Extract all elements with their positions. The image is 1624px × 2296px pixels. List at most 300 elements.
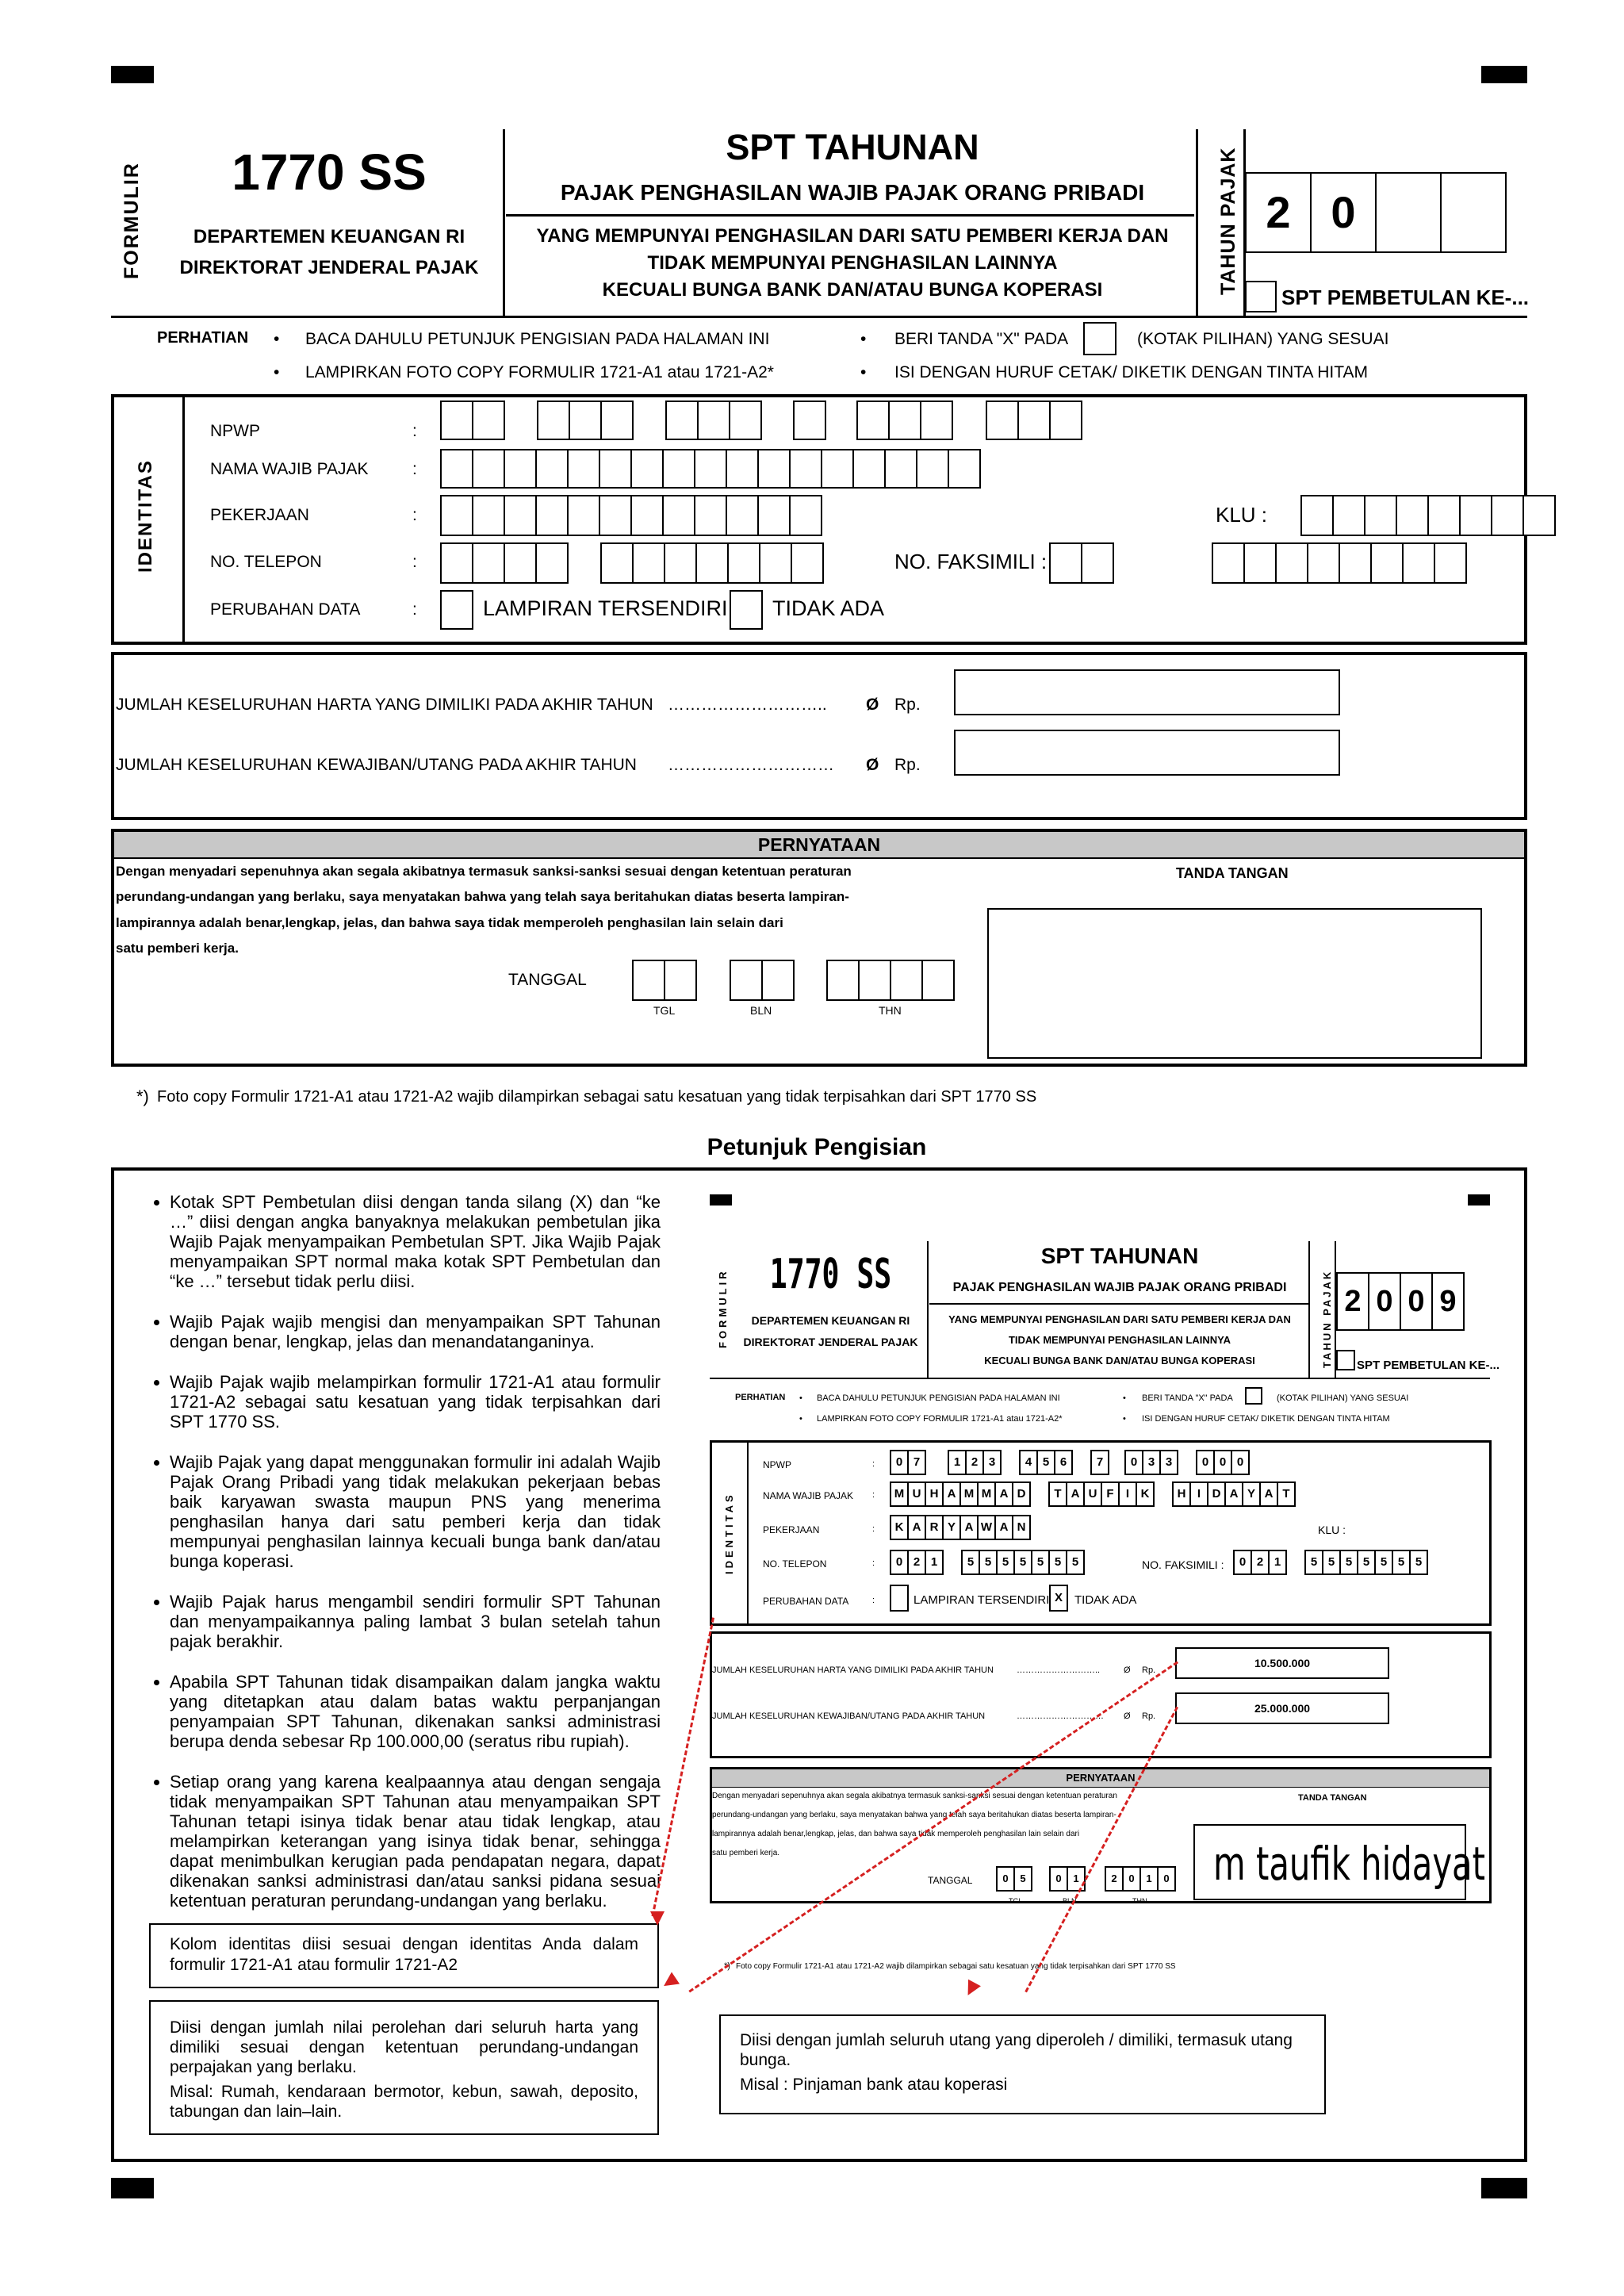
- npwp-char: 1: [948, 1450, 967, 1475]
- telepon-cell[interactable]: [791, 542, 824, 584]
- npwp-char: 3: [982, 1450, 1002, 1475]
- npwp-char: 7: [1090, 1450, 1109, 1475]
- thn-char: 0: [1122, 1866, 1141, 1892]
- faksimili-char: 1: [1268, 1550, 1287, 1575]
- utang-value: 25.000.000: [1175, 1692, 1389, 1724]
- nama-char: D: [1012, 1481, 1031, 1507]
- bln-char: 1: [1067, 1866, 1086, 1892]
- nama-cell[interactable]: [948, 449, 981, 489]
- nama-cell[interactable]: [440, 449, 473, 489]
- faksimili-char: 5: [1409, 1550, 1428, 1575]
- telepon-input[interactable]: [600, 542, 824, 584]
- divider: [929, 1303, 1308, 1305]
- year-digit: 0: [1400, 1272, 1433, 1331]
- nama-char: A: [994, 1481, 1013, 1507]
- rp-label: Rp.: [894, 756, 921, 774]
- instruction-item: • Apabila SPT Tahunan tidak disampaikan dalam jangka waktu yang ditetapkan atau dalam batas waktu perpanjangan penyampaian SPT Tahunan, dikenakan sanksi administrasi berupa denda sebesar Rp 100.000,00 (seratus ribu rupiah).: [170, 1672, 661, 1751]
- npwp-char: 5: [1036, 1450, 1055, 1475]
- tgl-caption: TGL: [1009, 1897, 1023, 1905]
- faksimili-cell[interactable]: [1434, 542, 1467, 584]
- harta-label: JUMLAH KESELURUHAN HARTA YANG DIMILIKI PADA AKHIR TAHUN: [116, 696, 653, 714]
- npwp-group: [1090, 1450, 1109, 1475]
- pernyataan-title: PERNYATAAN: [114, 832, 1524, 859]
- faksimili-cell[interactable]: [1402, 542, 1435, 584]
- perhatian-item: (KOTAK PILIHAN) YANG SESUAI: [1277, 1393, 1409, 1403]
- tax-year-boxes[interactable]: [1245, 172, 1507, 253]
- signature-box[interactable]: [987, 908, 1482, 1059]
- bln-caption: BLN: [750, 1004, 772, 1017]
- tahun-pajak-label: TAHUN PAJAK: [1217, 147, 1239, 295]
- npwp-char: 0: [1231, 1450, 1250, 1475]
- dots: ………………………..: [668, 696, 827, 714]
- pernyataan-text: Dengan menyadari sepenuhnya akan segala akibatnya termasuk sanksi-sanksi sesuai dengan ketentuan peraturan: [712, 1792, 1117, 1800]
- divider: [747, 1442, 749, 1624]
- perhatian-item: BACA DAHULU PETUNJUK PENGISIAN PADA HALAMAN INI: [817, 1393, 1060, 1403]
- nama-char: Y: [1242, 1481, 1261, 1507]
- thn-caption: THN: [879, 1004, 902, 1017]
- note-harta-box: [149, 2000, 659, 2135]
- faksimili-area-input[interactable]: [1049, 542, 1114, 584]
- colon: :: [872, 1558, 875, 1568]
- npwp-char: 3: [1159, 1450, 1178, 1475]
- divider: [710, 1378, 1490, 1379]
- nama-cell[interactable]: [757, 449, 791, 489]
- pekerjaan-char: N: [1012, 1515, 1031, 1540]
- form-title: SPT TAHUNAN: [1040, 1244, 1199, 1268]
- perhatian-item: (KOTAK PILIHAN) YANG SESUAI: [1137, 330, 1389, 348]
- npwp-label: NPWP: [210, 422, 260, 440]
- registration-mark: [1481, 2178, 1527, 2198]
- klu-label: KLU :: [1216, 503, 1268, 527]
- pekerjaan-label: PEKERJAAN: [763, 1524, 820, 1535]
- nama-label: NAMA WAJIB PAJAK: [210, 460, 369, 478]
- example-checkbox: [1245, 1387, 1262, 1405]
- npwp-char: 0: [890, 1450, 909, 1475]
- bullet: •: [799, 1393, 802, 1403]
- bullet: •: [274, 363, 280, 381]
- registration-mark: [111, 66, 154, 83]
- telepon-cell[interactable]: [664, 542, 697, 584]
- npwp-char: 0: [1213, 1450, 1232, 1475]
- nama-cell[interactable]: [884, 449, 917, 489]
- signature: m taufik hidayat: [1213, 1837, 1486, 1891]
- utang-input[interactable]: [954, 730, 1340, 776]
- tanggal-tgl-input[interactable]: [632, 960, 697, 1001]
- rp-label: Rp.: [1142, 1711, 1156, 1721]
- note-utang-misal: Misal : Pinjaman bank atau koperasi: [740, 2076, 1008, 2094]
- telepon-cell[interactable]: [759, 542, 792, 584]
- perubahan-data-label: PERUBAHAN DATA: [763, 1596, 849, 1607]
- faksimili-char: 5: [1374, 1550, 1393, 1575]
- nama-char: I: [1118, 1481, 1137, 1507]
- rp-label: Rp.: [894, 696, 921, 714]
- note-utang-box: [719, 2014, 1326, 2114]
- tgl-char: 0: [996, 1866, 1015, 1892]
- pernyataan-title: PERNYATAAN: [712, 1769, 1489, 1788]
- pekerjaan-cell[interactable]: [440, 495, 473, 536]
- nama-cell[interactable]: [821, 449, 854, 489]
- bln-caption: BLN: [1063, 1897, 1077, 1905]
- directorate-name: DIREKTORAT JENDERAL PAJAK: [743, 1336, 918, 1348]
- npwp-input[interactable]: [793, 401, 826, 440]
- lampiran-checkbox[interactable]: [440, 590, 473, 630]
- nama-char: [1155, 1481, 1174, 1507]
- bullet: •: [860, 363, 867, 381]
- nama-cell[interactable]: [726, 449, 759, 489]
- pernyataan-text: perundang-undangan yang berlaku, saya menyatakan bahwa yang telah saya beritahukan diatas beserta lampiran-: [116, 889, 849, 904]
- bln-char: 0: [1049, 1866, 1068, 1892]
- registration-mark: [1481, 66, 1527, 83]
- telepon-cell[interactable]: [695, 542, 729, 584]
- year-digit: 2: [1336, 1272, 1369, 1331]
- dots: …………………………: [668, 756, 834, 774]
- bullet: •: [1123, 1414, 1126, 1424]
- dept-name: DEPARTEMEN KEUANGAN RI: [193, 226, 465, 247]
- divider: [1308, 1241, 1310, 1378]
- nama-label: NAMA WAJIB PAJAK: [763, 1490, 854, 1501]
- petunjuk-title: Petunjuk Pengisian: [707, 1134, 927, 1160]
- year-digit: 0: [1368, 1272, 1401, 1331]
- npwp-group: [1196, 1450, 1250, 1475]
- pekerjaan-cell[interactable]: [789, 495, 822, 536]
- telepon-area-input[interactable]: [440, 542, 569, 584]
- faksimili-cell[interactable]: [1275, 542, 1308, 584]
- utang-label: JUMLAH KESELURUHAN KEWAJIBAN/UTANG PADA AKHIR TAHUN: [116, 756, 637, 774]
- nama-cell[interactable]: [852, 449, 886, 489]
- faksimili-cell[interactable]: [1212, 542, 1245, 584]
- npwp-label: NPWP: [763, 1459, 791, 1470]
- divider: [503, 129, 505, 316]
- npwp-char: 3: [1142, 1450, 1161, 1475]
- pekerjaan-cell[interactable]: [757, 495, 791, 536]
- npwp-input[interactable]: [440, 401, 505, 440]
- formulir-label: FORMULIR: [121, 162, 143, 279]
- pembetulan-checkbox: [1336, 1350, 1355, 1370]
- tidak-ada-label: TIDAK ADA: [772, 596, 885, 620]
- pekerjaan-char: A: [907, 1515, 926, 1540]
- pekerjaan-char: K: [890, 1515, 909, 1540]
- telepon-char: 5: [1066, 1550, 1085, 1575]
- faksimili-char: 5: [1357, 1550, 1376, 1575]
- nil-symbol: Ø: [866, 756, 879, 774]
- npwp-char: 2: [965, 1450, 984, 1475]
- npwp-char: 4: [1019, 1450, 1038, 1475]
- faksimili-cell[interactable]: [1370, 542, 1404, 584]
- npwp-input[interactable]: [537, 401, 634, 440]
- pekerjaan-char: Y: [942, 1515, 961, 1540]
- note-identitas-box: [149, 1923, 659, 1988]
- telepon-label: NO. TELEPON: [763, 1558, 827, 1570]
- example-year-boxes: [1336, 1272, 1465, 1331]
- harta-value: 10.500.000: [1175, 1647, 1389, 1679]
- lampiran-label: LAMPIRAN TERSENDIRI: [914, 1593, 1050, 1607]
- utang-label: JUMLAH KESELURUHAN KEWAJIBAN/UTANG PADA AKHIR TAHUN: [712, 1711, 986, 1721]
- year-digit[interactable]: [1375, 172, 1442, 253]
- year-digit[interactable]: 2: [1245, 172, 1312, 253]
- npwp-input[interactable]: [665, 401, 762, 440]
- lampiran-label: LAMPIRAN TERSENDIRI: [483, 596, 728, 620]
- dots: …………………………: [1017, 1711, 1104, 1721]
- colon: :: [412, 600, 417, 619]
- harta-input[interactable]: [954, 669, 1340, 715]
- telepon-char: 5: [1013, 1550, 1032, 1575]
- pernyataan-text: Dengan menyadari sepenuhnya akan segala akibatnya termasuk sanksi-sanksi sesuai dengan ketentuan peraturan: [116, 864, 852, 879]
- pekerjaan-input[interactable]: [440, 495, 822, 536]
- form-description: TIDAK MEMPUNYAI PENGHASILAN LAINNYA: [1008, 1334, 1231, 1346]
- registration-mark: [710, 1194, 732, 1205]
- note-harta-misal: Misal: Rumah, kendaraan bermotor, kebun, sawah, deposito, tabungan dan lain–lain.: [170, 2083, 638, 2121]
- pekerjaan-char: A: [994, 1515, 1013, 1540]
- instruction-item: • Kotak SPT Pembetulan diisi dengan tanda silang (X) dan “ke …” diisi dengan angka banyaknya melakukan pembetulan jika Wajib Pajak menyampaikan Pembetulan SPT. Jika Wajib Pajak menyampaikan SPT normal maka kotak SPT Pembetulan dan “ke …” tersebut tidak perlu diisi.: [170, 1192, 661, 1291]
- telepon-cell[interactable]: [632, 542, 665, 584]
- tidak-ada-checkbox[interactable]: [730, 590, 763, 630]
- nama-char: [1031, 1481, 1050, 1507]
- perhatian-item: BERI TANDA "X" PADA: [894, 330, 1069, 348]
- nama-char: A: [1066, 1481, 1085, 1507]
- formulir-label: FORMULIR: [717, 1268, 729, 1348]
- thn-caption: THN: [1132, 1897, 1147, 1905]
- instruction-item: • Wajib Pajak yang dapat menggunakan formulir ini adalah Wajib Pajak Orang Pribadi yang tidak melakukan pekerjaan bebas baik karyawan swasta maupun PNS yang menerima penghasilan hanya dari satu pemberi kerja dan tidak mempunyai penghasilan lainnya kecuali bunga bank dan/atau bunga koperasi.: [170, 1452, 661, 1571]
- nama-cell[interactable]: [630, 449, 664, 489]
- footnote-text: Foto copy Formulir 1721-A1 atau 1721-A2 wajib dilampirkan sebagai satu kesatuan yang tidak terpisahkan dari SPT 1770 SS: [736, 1962, 1176, 1971]
- nama-char: T: [1277, 1481, 1296, 1507]
- nama-char: A: [1224, 1481, 1243, 1507]
- pekerjaan-label: PEKERJAAN: [210, 506, 309, 524]
- form-description: KECUALI BUNGA BANK DAN/ATAU BUNGA KOPERASI: [602, 279, 1103, 301]
- pekerjaan-cell[interactable]: [567, 495, 600, 536]
- perhatian-item: LAMPIRKAN FOTO COPY FORMULIR 1721-A1 atau 1721-A2*: [817, 1414, 1063, 1424]
- nama-char: H: [1172, 1481, 1191, 1507]
- nama-cell[interactable]: [694, 449, 727, 489]
- divider: [927, 1241, 929, 1378]
- pekerjaan-cell[interactable]: [694, 495, 727, 536]
- colon: :: [412, 422, 417, 440]
- telepon-char: 5: [961, 1550, 980, 1575]
- colon: :: [872, 1596, 875, 1605]
- bullet: •: [860, 330, 867, 348]
- telepon-char: 5: [1031, 1550, 1050, 1575]
- pembetulan-label: SPT PEMBETULAN KE-...: [1281, 286, 1530, 309]
- thn-char: 1: [1139, 1866, 1159, 1892]
- nama-cell[interactable]: [916, 449, 949, 489]
- pekerjaan-cell[interactable]: [535, 495, 569, 536]
- nama-char: M: [890, 1481, 909, 1507]
- dept-name: DEPARTEMEN KEUANGAN RI: [751, 1314, 910, 1327]
- note-harta-text: Diisi dengan jumlah nilai perolehan dari seluruh harta yang dimiliki sesuai dengan ketentuan perundang-undangan perpajakan yang berlaku.: [170, 2018, 638, 2076]
- nama-cell[interactable]: [535, 449, 569, 489]
- pekerjaan-cell[interactable]: [599, 495, 632, 536]
- pekerjaan-cell[interactable]: [472, 495, 505, 536]
- note-utang-text: Diisi dengan jumlah seluruh utang yang diperoleh / dimiliki, termasuk utang bunga.: [740, 2031, 1293, 2069]
- faksimili-cell[interactable]: [1243, 542, 1277, 584]
- nama-cell[interactable]: [567, 449, 600, 489]
- pekerjaan-char: W: [977, 1515, 996, 1540]
- pekerjaan-char: A: [959, 1515, 979, 1540]
- faksimili-char: [1287, 1550, 1306, 1575]
- form-code: 1770 SS: [232, 144, 427, 201]
- pekerjaan-cell[interactable]: [630, 495, 664, 536]
- faksimili-label: NO. FAKSIMILI :: [1142, 1558, 1224, 1571]
- pernyataan-text: perundang-undangan yang berlaku, saya menyatakan bahwa yang telah saya beritahukan diatas beserta lampiran-: [712, 1811, 1116, 1819]
- pekerjaan-cell[interactable]: [662, 495, 695, 536]
- annotation-arrowhead: [650, 1911, 665, 1926]
- example-thn: [1105, 1866, 1176, 1892]
- telepon-char: 0: [890, 1550, 909, 1575]
- pernyataan-text: lampirannya adalah benar,lengkap, jelas, dan bahwa saya tidak memperoleh penghasilan lain selain dari: [116, 915, 783, 930]
- pekerjaan-char: R: [925, 1515, 944, 1540]
- divider: [1196, 129, 1198, 316]
- perhatian-item: ISI DENGAN HURUF CETAK/ DIKETIK DENGAN TINTA HITAM: [894, 363, 1369, 381]
- thn-char: 2: [1105, 1866, 1124, 1892]
- nil-symbol: Ø: [866, 696, 879, 714]
- bullet: •: [799, 1414, 802, 1424]
- nama-cell[interactable]: [789, 449, 822, 489]
- telepon-char: 5: [979, 1550, 998, 1575]
- nama-char: H: [925, 1481, 944, 1507]
- faksimili-char: 0: [1233, 1550, 1252, 1575]
- pekerjaan-cell[interactable]: [726, 495, 759, 536]
- npwp-input[interactable]: [856, 401, 953, 440]
- footnote-marker: *): [136, 1087, 149, 1106]
- colon: :: [412, 553, 417, 571]
- nama-char: K: [1136, 1481, 1155, 1507]
- perhatian-item: LAMPIRKAN FOTO COPY FORMULIR 1721-A1 atau 1721-A2*: [305, 363, 774, 381]
- colon: :: [872, 1490, 875, 1500]
- nama-cell[interactable]: [599, 449, 632, 489]
- nama-char: A: [1259, 1481, 1278, 1507]
- npwp-group: [890, 1450, 926, 1475]
- pekerjaan-cell[interactable]: [504, 495, 537, 536]
- form-code: 1770 SS: [769, 1251, 892, 1298]
- faksimili-cell[interactable]: [1307, 542, 1340, 584]
- instruction-list: [149, 1192, 661, 1931]
- telepon-char: 2: [907, 1550, 926, 1575]
- identitas-title: IDENTITAS: [135, 459, 156, 573]
- telepon-cell[interactable]: [727, 542, 760, 584]
- nama-char: U: [1083, 1481, 1102, 1507]
- colon: :: [412, 460, 417, 478]
- form-subtitle: PAJAK PENGHASILAN WAJIB PAJAK ORANG PRIBADI: [952, 1281, 1287, 1294]
- pembetulan-checkbox[interactable]: [1245, 281, 1277, 312]
- nama-char: M: [959, 1481, 979, 1507]
- nil-symbol: Ø: [1124, 1711, 1131, 1721]
- faksimili-label: NO. FAKSIMILI :: [894, 550, 1048, 573]
- nama-cell[interactable]: [472, 449, 505, 489]
- divider: [506, 214, 1194, 217]
- nama-char: M: [977, 1481, 996, 1507]
- divider: [111, 316, 1527, 318]
- faksimili-char: 5: [1392, 1550, 1411, 1575]
- perhatian-label: PERHATIAN: [735, 1393, 786, 1402]
- example-telepon: [890, 1550, 1085, 1575]
- tahun-pajak-label: TAHUN PAJAK: [1321, 1269, 1333, 1368]
- telepon-cell[interactable]: [600, 542, 634, 584]
- harta-label: JUMLAH KESELURUHAN HARTA YANG DIMILIKI PADA AKHIR TAHUN: [712, 1665, 994, 1675]
- footnote-marker: *): [724, 1961, 730, 1971]
- perubahan-data-label: PERUBAHAN DATA: [210, 600, 361, 619]
- colon: :: [872, 1459, 875, 1469]
- tanda-tangan-label: TANDA TANGAN: [1298, 1793, 1367, 1803]
- instruction-item: • Wajib Pajak wajib mengisi dan menyampaikan SPT Tahunan dengan benar, lengkap, jelas dan menandatanganinya.: [170, 1312, 661, 1351]
- tgl-char: 5: [1013, 1866, 1032, 1892]
- form-description: YANG MEMPUNYAI PENGHASILAN DARI SATU PEMBERI KERJA DAN: [948, 1313, 1291, 1325]
- divider: [182, 396, 185, 643]
- tanggal-label: TANGGAL: [928, 1875, 973, 1886]
- npwp-char: 7: [907, 1450, 926, 1475]
- telepon-label: NO. TELEPON: [210, 553, 322, 571]
- klu-input[interactable]: [1300, 495, 1556, 536]
- year-digit: 9: [1431, 1272, 1465, 1331]
- npwp-char: 0: [1196, 1450, 1215, 1475]
- faksimili-char: 2: [1251, 1550, 1270, 1575]
- perhatian-item: BERI TANDA "X" PADA: [1142, 1393, 1233, 1403]
- telepon-char: 5: [996, 1550, 1015, 1575]
- tanggal-label: TANGGAL: [508, 971, 587, 989]
- example-tgl: [996, 1866, 1032, 1892]
- example-checkbox: [1083, 322, 1116, 355]
- nama-cell[interactable]: [504, 449, 537, 489]
- dots: ………………………..: [1017, 1665, 1101, 1675]
- year-digit[interactable]: [1440, 172, 1507, 253]
- instruction-item: • Setiap orang yang karena kealpaannya atau dengan sengaja tidak menyampaikan SPT Tahunan atau menyampaikan SPT Tahunan tetapi isinya tidak benar atau tidak lengkap, atau melampirkan keterangan yang isinya tidak benar, sehingga dapat menimbulkan kerugian pada pendapatan negara, dapat dikenakan sanksi administrasi dan/atau sanksi pidana sesuai ketentuan peraturan perundang-undangan yang berlaku.: [170, 1772, 661, 1911]
- note-identitas-text: Kolom identitas diisi sesuai dengan identitas Anda dalam formulir 1721-A1 atau formulir 1721-A2: [170, 1935, 638, 1974]
- faksimili-char: 5: [1322, 1550, 1341, 1575]
- example-nama: [890, 1481, 1296, 1507]
- npwp-group: [948, 1450, 1002, 1475]
- nil-symbol: Ø: [1124, 1665, 1131, 1675]
- nama-cell[interactable]: [662, 449, 695, 489]
- bullet: •: [1123, 1393, 1126, 1403]
- pembetulan-label: SPT PEMBETULAN KE-...: [1357, 1359, 1500, 1372]
- nama-input[interactable]: [440, 449, 981, 489]
- tanggal-thn-input[interactable]: [826, 960, 955, 1001]
- instruction-item: • Wajib Pajak harus mengambil sendiri formulir SPT Tahunan dan menyampaikannya paling lambat 3 bulan setelah tahun pajak berakhir.: [170, 1592, 661, 1651]
- pernyataan-text: satu pemberi kerja.: [116, 941, 239, 956]
- rp-label: Rp.: [1142, 1665, 1156, 1675]
- identitas-title: IDENTITAS: [723, 1492, 735, 1574]
- bullet: •: [274, 330, 280, 348]
- nama-char: F: [1101, 1481, 1120, 1507]
- npwp-input[interactable]: [986, 401, 1082, 440]
- example-pekerjaan: [890, 1515, 1031, 1540]
- thn-char: 0: [1157, 1866, 1176, 1892]
- nama-char: T: [1048, 1481, 1067, 1507]
- perhatian-item: BACA DAHULU PETUNJUK PENGISIAN PADA HALAMAN INI: [305, 330, 770, 348]
- form-description: KECUALI BUNGA BANK DAN/ATAU BUNGA KOPERASI: [984, 1355, 1255, 1366]
- nama-char: D: [1207, 1481, 1226, 1507]
- faksimili-input[interactable]: [1212, 542, 1467, 584]
- form-title: SPT TAHUNAN: [726, 127, 979, 167]
- footnote-text: Foto copy Formulir 1721-A1 atau 1721-A2 wajib dilampirkan sebagai satu kesatuan yang tidak terpisahkan dari SPT 1770 SS: [157, 1088, 1037, 1106]
- perhatian-label: PERHATIAN: [157, 329, 249, 347]
- nama-char: U: [907, 1481, 926, 1507]
- year-digit[interactable]: 0: [1310, 172, 1377, 253]
- npwp-char: 0: [1124, 1450, 1143, 1475]
- instruction-item: • Wajib Pajak wajib melampirkan formulir 1721-A1 atau formulir 1721-A2 sebagai satu kesatuan yang tidak terpisahkan dari SPT 1770 SS.: [170, 1372, 661, 1432]
- faksimili-char: 5: [1339, 1550, 1358, 1575]
- directorate-name: DIREKTORAT JENDERAL PAJAK: [179, 257, 479, 278]
- npwp-group: [1124, 1450, 1178, 1475]
- lampiran-checkbox: [890, 1585, 909, 1612]
- tanggal-bln-input[interactable]: [730, 960, 795, 1001]
- colon: :: [872, 1524, 875, 1534]
- tgl-caption: TGL: [653, 1004, 676, 1017]
- faksimili-cell[interactable]: [1339, 542, 1372, 584]
- telepon-char: 1: [925, 1550, 944, 1575]
- pernyataan-text: lampirannya adalah benar,lengkap, jelas, dan bahwa saya tidak memperoleh penghasilan lain selain dari: [712, 1830, 1080, 1838]
- colon: :: [412, 506, 417, 524]
- klu-label: KLU :: [1318, 1524, 1346, 1536]
